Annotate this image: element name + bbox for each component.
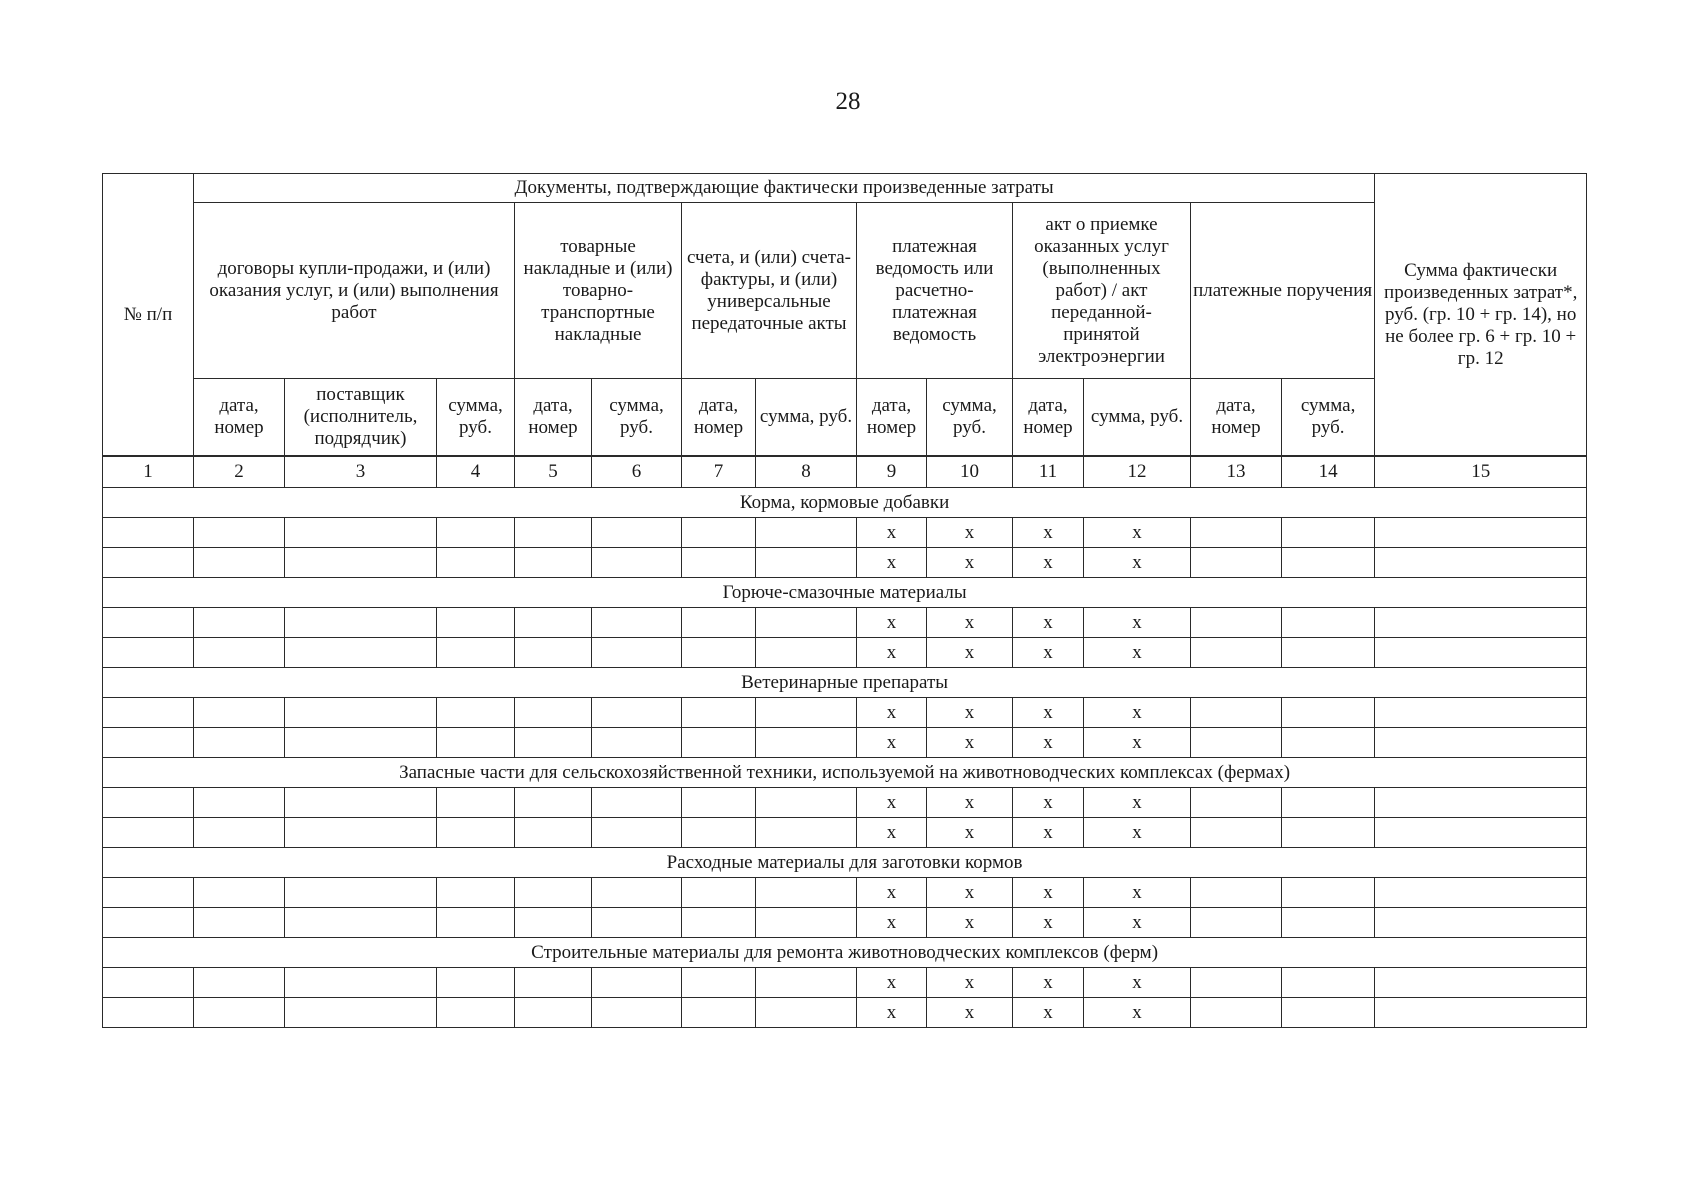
empty-cell [285,818,437,848]
empty-cell [285,608,437,638]
empty-cell [1375,788,1587,818]
empty-cell [592,548,682,578]
empty-cell [515,608,592,638]
empty-cell [1282,818,1375,848]
sub-date-number: дата, номер [682,379,756,457]
section-title: Строительные материалы для ремонта животноводческих комплексов (ферм) [103,938,1587,968]
not-applicable-mark: x [857,968,927,998]
empty-cell [1282,908,1375,938]
not-applicable-mark: x [857,998,927,1028]
empty-cell [592,698,682,728]
empty-cell [1282,548,1375,578]
empty-cell [285,908,437,938]
not-applicable-mark: x [1084,878,1191,908]
group-acceptance-act: акт о приемке оказанных услуг (выполненных работ) / акт переданной-принятой электроэнергии [1013,203,1191,379]
empty-cell [437,698,515,728]
empty-cell [756,968,857,998]
column-number: 12 [1084,456,1191,488]
sub-sum: сумма, руб. [927,379,1013,457]
not-applicable-mark: x [1084,608,1191,638]
empty-cell [285,698,437,728]
empty-cell [1375,638,1587,668]
empty-cell [515,818,592,848]
empty-cell [515,698,592,728]
table-row [103,908,1587,938]
column-number: 2 [194,456,285,488]
empty-cell [1282,968,1375,998]
empty-cell [285,968,437,998]
not-applicable-mark: x [1013,818,1084,848]
not-applicable-mark: x [927,608,1013,638]
empty-cell [756,788,857,818]
not-applicable-mark: x [927,878,1013,908]
table-row [103,638,1587,668]
not-applicable-mark: x [927,818,1013,848]
empty-cell [1282,698,1375,728]
not-applicable-mark: x [857,548,927,578]
column-number: 9 [857,456,927,488]
not-applicable-mark: x [927,908,1013,938]
empty-cell [1282,638,1375,668]
empty-cell [103,788,194,818]
not-applicable-mark: x [927,728,1013,758]
empty-cell [1375,728,1587,758]
empty-cell [1191,518,1282,548]
empty-cell [194,728,285,758]
not-applicable-mark: x [1084,548,1191,578]
sub-sum: сумма, руб. [1084,379,1191,457]
empty-cell [515,518,592,548]
empty-cell [682,968,756,998]
empty-cell [592,728,682,758]
table-row [103,698,1587,728]
not-applicable-mark: x [1013,788,1084,818]
empty-cell [1191,878,1282,908]
column-number: 6 [592,456,682,488]
empty-cell [1191,998,1282,1028]
not-applicable-mark: x [857,878,927,908]
column-number: 11 [1013,456,1084,488]
column-number: 1 [103,456,194,488]
column-numbers-row [103,456,1587,488]
empty-cell [682,698,756,728]
not-applicable-mark: x [1013,608,1084,638]
not-applicable-mark: x [857,518,927,548]
empty-cell [1375,608,1587,638]
not-applicable-mark: x [927,518,1013,548]
not-applicable-mark: x [1013,998,1084,1028]
empty-cell [437,968,515,998]
empty-cell [682,638,756,668]
empty-cell [194,698,285,728]
empty-cell [756,608,857,638]
empty-cell [1375,548,1587,578]
empty-cell [1191,638,1282,668]
empty-cell [1375,698,1587,728]
empty-cell [1191,818,1282,848]
empty-cell [1282,998,1375,1028]
empty-cell [437,998,515,1028]
empty-cell [103,998,194,1028]
not-applicable-mark: x [927,548,1013,578]
not-applicable-mark: x [927,638,1013,668]
not-applicable-mark: x [1013,548,1084,578]
table-row [103,788,1587,818]
not-applicable-mark: x [857,728,927,758]
empty-cell [285,998,437,1028]
not-applicable-mark: x [1013,878,1084,908]
empty-cell [1282,878,1375,908]
not-applicable-mark: x [1013,908,1084,938]
section-row [103,938,1587,968]
not-applicable-mark: x [1084,638,1191,668]
section-title: Корма, кормовые добавки [103,488,1587,518]
group-payment-orders: платежные поручения [1191,203,1375,379]
table-row [103,878,1587,908]
empty-cell [194,548,285,578]
section-row [103,668,1587,698]
column-number: 14 [1282,456,1375,488]
not-applicable-mark: x [927,788,1013,818]
not-applicable-mark: x [927,698,1013,728]
empty-cell [682,908,756,938]
section-row [103,848,1587,878]
not-applicable-mark: x [857,638,927,668]
group-invoices: счета, и (или) счета-фактуры, и (или) универсальные передаточные акты [682,203,857,379]
empty-cell [285,548,437,578]
page-number: 28 [835,88,861,115]
section-row [103,488,1587,518]
empty-cell [437,818,515,848]
not-applicable-mark: x [1013,968,1084,998]
empty-cell [194,608,285,638]
table-row [103,728,1587,758]
empty-cell [437,548,515,578]
empty-cell [592,788,682,818]
not-applicable-mark: x [857,818,927,848]
not-applicable-mark: x [857,698,927,728]
empty-cell [103,518,194,548]
group-waybills: товарные накладные и (или) товарно-транспортные накладные [515,203,682,379]
expenses-table [102,173,1587,1028]
not-applicable-mark: x [1084,788,1191,818]
section-title: Ветеринарные препараты [103,668,1587,698]
empty-cell [682,728,756,758]
empty-cell [515,548,592,578]
empty-cell [103,638,194,668]
not-applicable-mark: x [1013,728,1084,758]
empty-cell [1191,728,1282,758]
empty-cell [592,818,682,848]
column-number: 15 [1375,456,1587,488]
not-applicable-mark: x [1084,728,1191,758]
column-number: 13 [1191,456,1282,488]
empty-cell [194,998,285,1028]
sub-date-number: дата, номер [515,379,592,457]
empty-cell [756,638,857,668]
empty-cell [103,878,194,908]
group-payroll: платежная ведомость или расчетно-платежная ведомость [857,203,1013,379]
empty-cell [1191,968,1282,998]
empty-cell [756,878,857,908]
empty-cell [515,878,592,908]
table-row [103,968,1587,998]
empty-cell [103,968,194,998]
empty-cell [285,788,437,818]
section-row [103,758,1587,788]
empty-cell [285,638,437,668]
column-number: 4 [437,456,515,488]
table-row [103,518,1587,548]
group-contracts: договоры купли-продажи, и (или) оказания услуг, и (или) выполнения работ [194,203,515,379]
sub-date-number: дата, номер [1013,379,1084,457]
sub-sum: сумма, руб. [592,379,682,457]
section-title: Расходные материалы для заготовки кормов [103,848,1587,878]
empty-cell [194,878,285,908]
section-title: Запасные части для сельскохозяйственной техники, используемой на животноводческих комплексах (фермах) [103,758,1587,788]
empty-cell [1375,968,1587,998]
empty-cell [437,878,515,908]
empty-cell [682,518,756,548]
not-applicable-mark: x [1084,998,1191,1028]
empty-cell [682,818,756,848]
empty-cell [1282,608,1375,638]
sub-sum: сумма, руб. [756,379,857,457]
empty-cell [194,518,285,548]
empty-cell [103,698,194,728]
empty-cell [1282,788,1375,818]
not-applicable-mark: x [1084,518,1191,548]
column-number: 5 [515,456,592,488]
empty-cell [1282,728,1375,758]
empty-cell [515,968,592,998]
empty-cell [1191,548,1282,578]
empty-cell [1375,908,1587,938]
not-applicable-mark: x [857,788,927,818]
empty-cell [285,878,437,908]
not-applicable-mark: x [927,998,1013,1028]
empty-cell [1191,608,1282,638]
empty-cell [592,518,682,548]
empty-cell [592,998,682,1028]
table-row [103,818,1587,848]
empty-cell [592,878,682,908]
empty-cell [1375,518,1587,548]
empty-cell [437,788,515,818]
empty-cell [515,908,592,938]
empty-cell [756,908,857,938]
empty-cell [103,608,194,638]
empty-cell [682,998,756,1028]
col-num-header: № п/п [103,174,194,457]
empty-cell [592,908,682,938]
empty-cell [592,968,682,998]
not-applicable-mark: x [1013,698,1084,728]
empty-cell [103,908,194,938]
not-applicable-mark: x [857,608,927,638]
table-row [103,608,1587,638]
empty-cell [437,638,515,668]
not-applicable-mark: x [1013,518,1084,548]
empty-cell [194,968,285,998]
column-number: 3 [285,456,437,488]
empty-cell [437,728,515,758]
empty-cell [682,608,756,638]
empty-cell [1375,818,1587,848]
empty-cell [756,998,857,1028]
empty-cell [437,608,515,638]
not-applicable-mark: x [1084,698,1191,728]
column-number: 7 [682,456,756,488]
empty-cell [285,728,437,758]
empty-cell [756,698,857,728]
empty-cell [682,788,756,818]
empty-cell [515,728,592,758]
empty-cell [194,818,285,848]
empty-cell [515,788,592,818]
empty-cell [1191,908,1282,938]
empty-cell [592,608,682,638]
sub-supplier: поставщик (исполнитель, подрядчик) [285,379,437,457]
empty-cell [515,998,592,1028]
empty-cell [194,908,285,938]
empty-cell [1191,698,1282,728]
not-applicable-mark: x [1084,908,1191,938]
empty-cell [103,818,194,848]
empty-cell [103,548,194,578]
empty-cell [194,638,285,668]
column-number: 8 [756,456,857,488]
table-row [103,548,1587,578]
not-applicable-mark: x [1084,968,1191,998]
empty-cell [194,788,285,818]
not-applicable-mark: x [1084,818,1191,848]
sub-sum: сумма, руб. [1282,379,1375,457]
empty-cell [756,518,857,548]
empty-cell [1375,878,1587,908]
sub-date-number: дата, номер [194,379,285,457]
table-row [103,998,1587,1028]
sum-column-header: Сумма фактически произведенных затрат*, руб. (гр. 10 + гр. 14), но не более гр. 6 + гр. 10 + гр. 12 [1375,174,1587,457]
sub-sum: сумма, руб. [437,379,515,457]
not-applicable-mark: x [927,968,1013,998]
empty-cell [437,908,515,938]
empty-cell [103,728,194,758]
empty-cell [285,518,437,548]
section-title: Горюче-смазочные материалы [103,578,1587,608]
empty-cell [756,728,857,758]
empty-cell [515,638,592,668]
section-row [103,578,1587,608]
empty-cell [682,548,756,578]
empty-cell [756,818,857,848]
not-applicable-mark: x [857,908,927,938]
empty-cell [682,878,756,908]
sub-date-number: дата, номер [857,379,927,457]
empty-cell [1282,518,1375,548]
not-applicable-mark: x [1013,638,1084,668]
empty-cell [437,518,515,548]
column-number: 10 [927,456,1013,488]
empty-cell [1375,998,1587,1028]
sub-date-number: дата, номер [1191,379,1282,457]
empty-cell [1191,788,1282,818]
empty-cell [756,548,857,578]
empty-cell [592,638,682,668]
documents-title: Документы, подтверждающие фактически произведенные затраты [194,174,1375,203]
